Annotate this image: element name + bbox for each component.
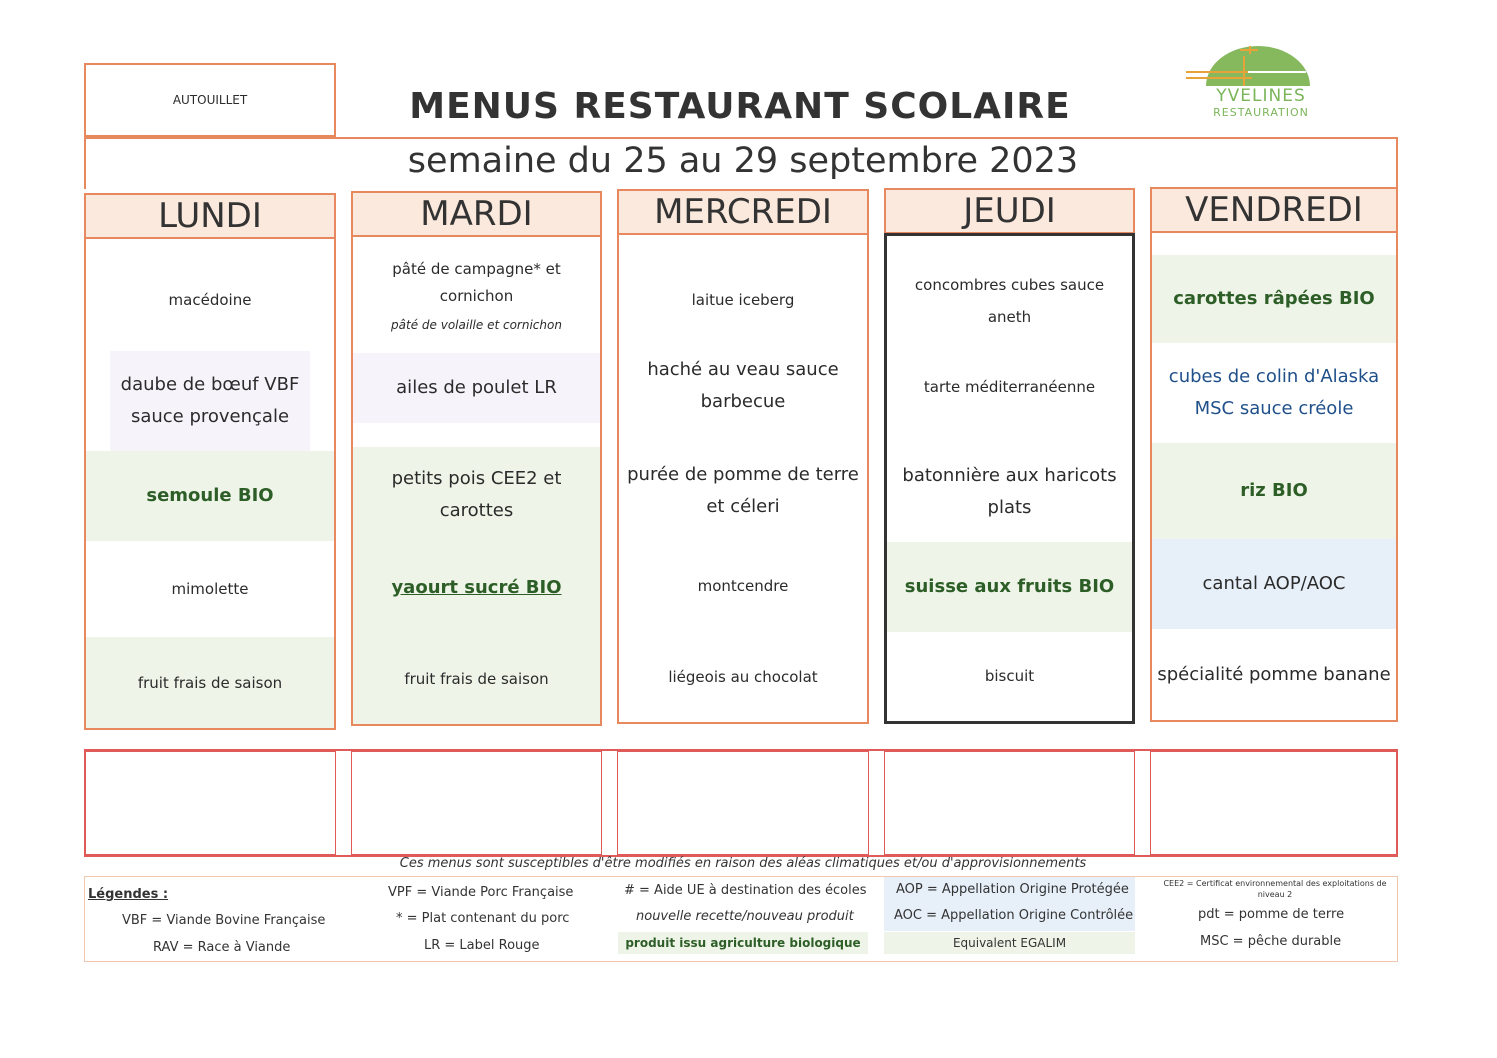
day-name: JEUDI: [963, 191, 1056, 231]
page-title: MENUS RESTAURANT SCOLAIRE: [409, 86, 1071, 127]
notes-cell: [617, 751, 869, 855]
legend-lr: LR = Label Rouge: [424, 938, 540, 953]
logo: [1186, 44, 1326, 124]
day-header-mardi: [351, 191, 602, 237]
legend-rav: RAV = Race à Viande: [153, 940, 291, 955]
notes-cell: [84, 751, 336, 855]
day-header-mercredi: [617, 189, 869, 235]
menu-item: semoule BIO: [86, 451, 334, 541]
day-header-vendredi: [1150, 187, 1398, 233]
legend-porc: * = Plat contenant du porc: [396, 911, 570, 926]
menu-item-alternative: pâté de volaille et cornichon: [391, 318, 562, 332]
menu-item: ailes de poulet LR: [353, 353, 600, 423]
legend-aoc: AOC = Appellation Origine Contrôlée: [894, 908, 1134, 923]
menu-item: riz BIO: [1152, 443, 1396, 539]
menu-item: purée de pomme de terre et céleri: [627, 464, 859, 517]
week-title: semaine du 25 au 29 septembre 2023: [407, 141, 1079, 181]
menu-column-lundi: [84, 239, 336, 730]
menu-item: cantal AOP/AOC: [1152, 539, 1396, 629]
menu-item: cubes de colin d'Alaska MSC sauce créole: [1168, 366, 1380, 419]
legend-vbf: VBF = Viande Bovine Française: [122, 913, 326, 928]
notes-cell: [351, 751, 602, 855]
legend-bio: produit issu agriculture biologique: [618, 932, 868, 954]
menu-column-mardi: [351, 237, 602, 726]
school-name: AUTOUILLET: [172, 93, 248, 107]
menu-column-mercredi: [617, 235, 869, 724]
legend-nouveau: nouvelle recette/nouveau produit: [636, 909, 854, 924]
day-name: MARDI: [420, 194, 533, 234]
logo-line2: RESTAURATION: [1213, 106, 1309, 119]
menu-item: batonnière aux haricots plats: [902, 465, 1117, 518]
menu-item: laitue iceberg: [691, 291, 795, 309]
legend-title: Légendes :: [88, 887, 169, 902]
legend-vpf: VPF = Viande Porc Française: [388, 885, 574, 900]
menu-item: pâté de campagne* et cornichon pâté de volaille et cornichon: [391, 260, 562, 332]
day-header-jeudi: [884, 188, 1135, 234]
menu-column-vendredi: [1150, 233, 1398, 722]
menu-item: mimolette: [171, 580, 249, 598]
menu-item: petits pois CEE2 et carottes: [353, 447, 600, 543]
menu-item: macédoine: [168, 291, 252, 309]
menu-item: daube de bœuf VBF sauce provençale: [110, 351, 310, 451]
school-box: [84, 63, 336, 137]
menu-item: suisse aux fruits BIO: [887, 542, 1132, 632]
logo-line1: YVELINES: [1216, 86, 1306, 106]
menu-item: montcendre: [697, 577, 789, 595]
legend-cee2: CEE2 = Certificat environnemental des exploitations de niveau 2: [1163, 879, 1387, 899]
legend-aide: # = Aide UE à destination des écoles: [624, 883, 867, 898]
menu-item: carottes râpées BIO: [1152, 255, 1396, 343]
legend-pdt: pdt = pomme de terre: [1198, 907, 1345, 922]
legend-msc: MSC = pêche durable: [1200, 934, 1342, 949]
day-name: LUNDI: [158, 196, 262, 236]
notes-cell: [1150, 751, 1398, 855]
day-name: MERCREDI: [654, 192, 832, 232]
menu-item: biscuit: [984, 667, 1035, 685]
menu-item: yaourt sucré BIO: [353, 543, 600, 633]
legend-egalim: Equivalent EGALIM: [884, 932, 1135, 954]
legend-aop: AOP = Appellation Origine Protégée: [896, 882, 1129, 897]
menu-item: concombres cubes sauce aneth: [914, 276, 1105, 326]
menu-item: fruit frais de saison: [86, 637, 334, 728]
day-name: VENDREDI: [1185, 190, 1363, 230]
notes-cell: [884, 751, 1135, 855]
disclaimer-note: Ces menus sont susceptibles d'être modifiés en raison des aléas climatiques et/ou d'approvisionnements: [399, 856, 1087, 871]
menu-column-jeudi: [884, 233, 1135, 724]
menu-item: liégeois au chocolat: [668, 667, 818, 686]
menu-item: fruit frais de saison: [353, 633, 600, 724]
menu-item: tarte méditerranéenne: [923, 378, 1096, 396]
day-header-lundi: [84, 193, 336, 239]
menu-item: haché au veau sauce barbecue: [647, 359, 839, 412]
menu-item: spécialité pomme banane: [1157, 663, 1391, 685]
